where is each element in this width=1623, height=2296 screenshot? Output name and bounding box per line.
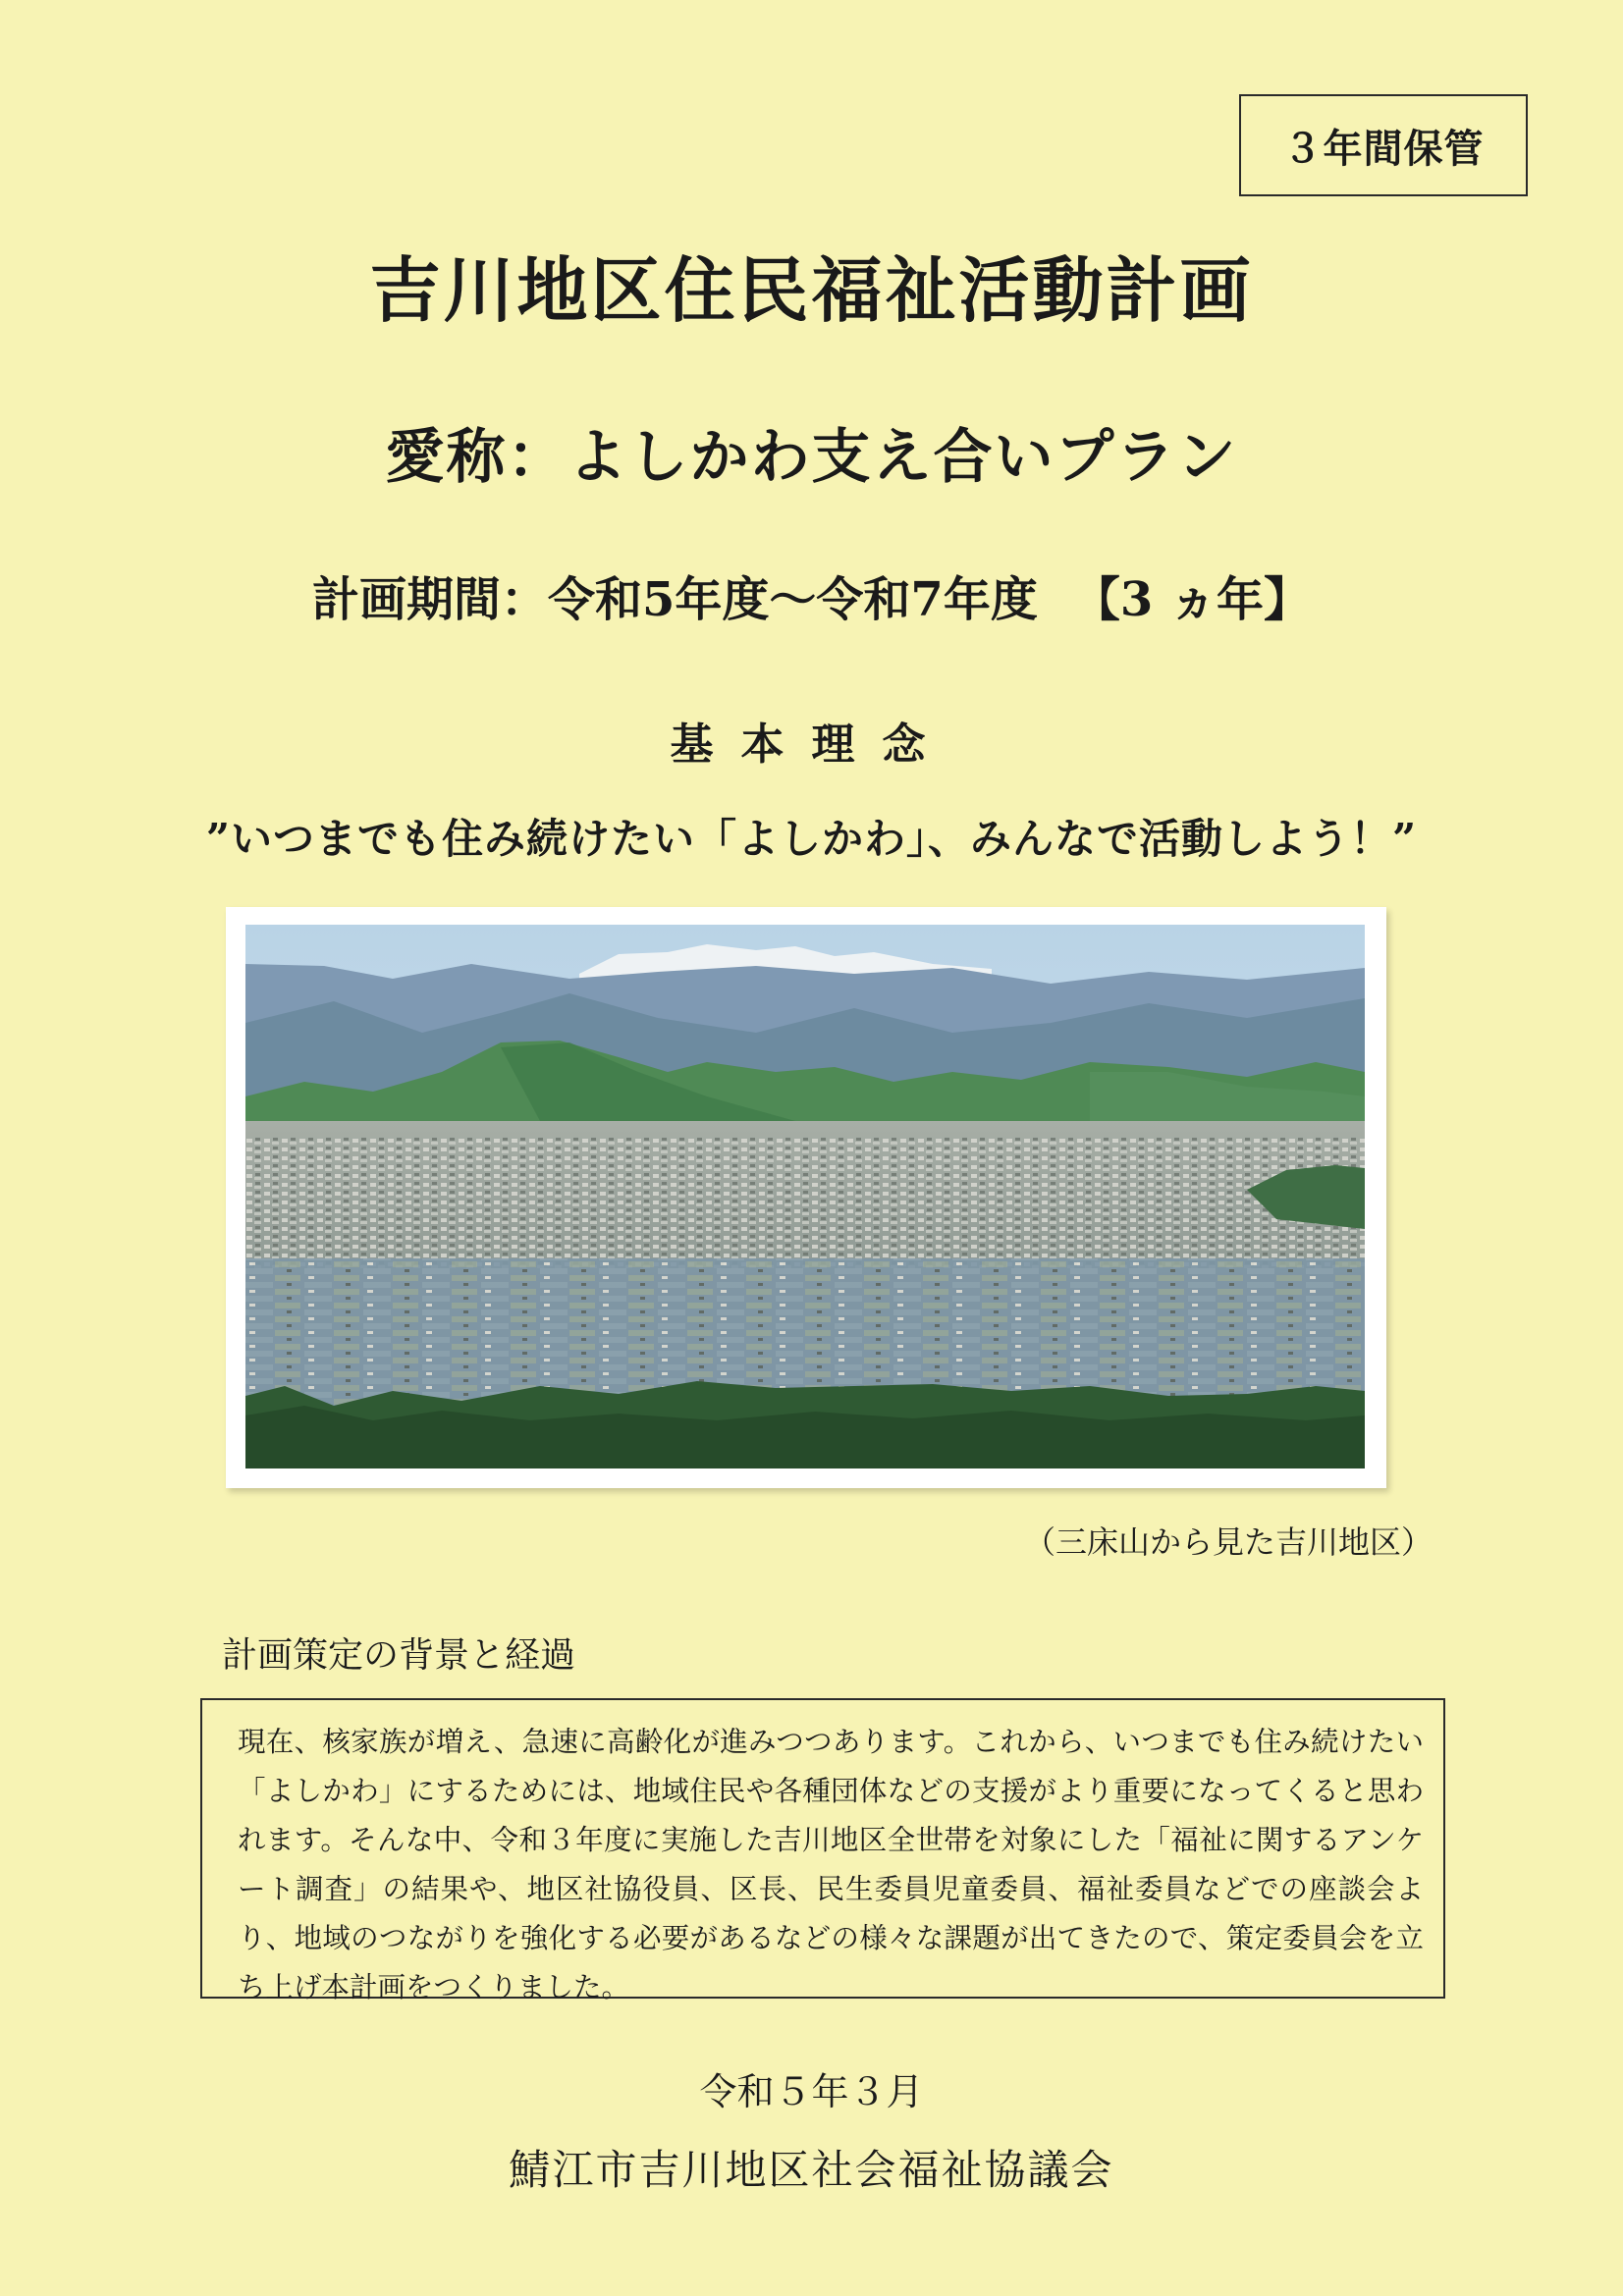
plan-period-line (0, 561, 1623, 629)
background-body: 現在、核家族が増え、急速に高齢化が進みつつあります。これから、いつまでも住み続けたい「よしかわ」にするためには、地域住民や各種団体などの支援がより重要になってくると思われます。そんな中、令和３年度に実施した吉川地区全世帯を対象にした「福祉に関するアンケート調査」の結果や、地区社協役員、区長、民生委員児童委員、福祉委員などでの座談会より、地域のつながりを強化する必要があるなどの様々な課題が出てきたので、策定委員会を立ち上げ本計画をつくりました。 (238, 1726, 1424, 2003)
landscape-photo-illustration (245, 925, 1365, 1468)
background-text-box (200, 1698, 1445, 2003)
slogan: ”いつまでも住み続けたい「よしかわ」、みんなで活動しよう！” (205, 815, 1418, 863)
philosophy-heading: 基本理念 (670, 720, 953, 770)
photo-caption: （三床山から見た吉川地区） (1023, 1523, 1433, 1561)
background-heading: 計画策定の背景と経過 (222, 1635, 576, 1676)
plan-period: 計画期間：令和5年度～令和7年度 (312, 572, 1038, 627)
retention-label: ３年間保管 (1282, 125, 1485, 172)
document-title: 吉川地区住民福祉活動計画 (369, 248, 1254, 332)
issue-date: 令和５年３月 (699, 2070, 924, 2113)
issuing-organization: 鯖江市吉川地区社会福祉協議会 (509, 2146, 1114, 2194)
retention-label-box (1239, 94, 1528, 196)
plan-nickname: 愛称：よしかわ支え合いプラン (385, 423, 1238, 492)
plan-span: 【3 ヵ年】 (1072, 572, 1311, 627)
landscape-photo (226, 907, 1386, 1488)
